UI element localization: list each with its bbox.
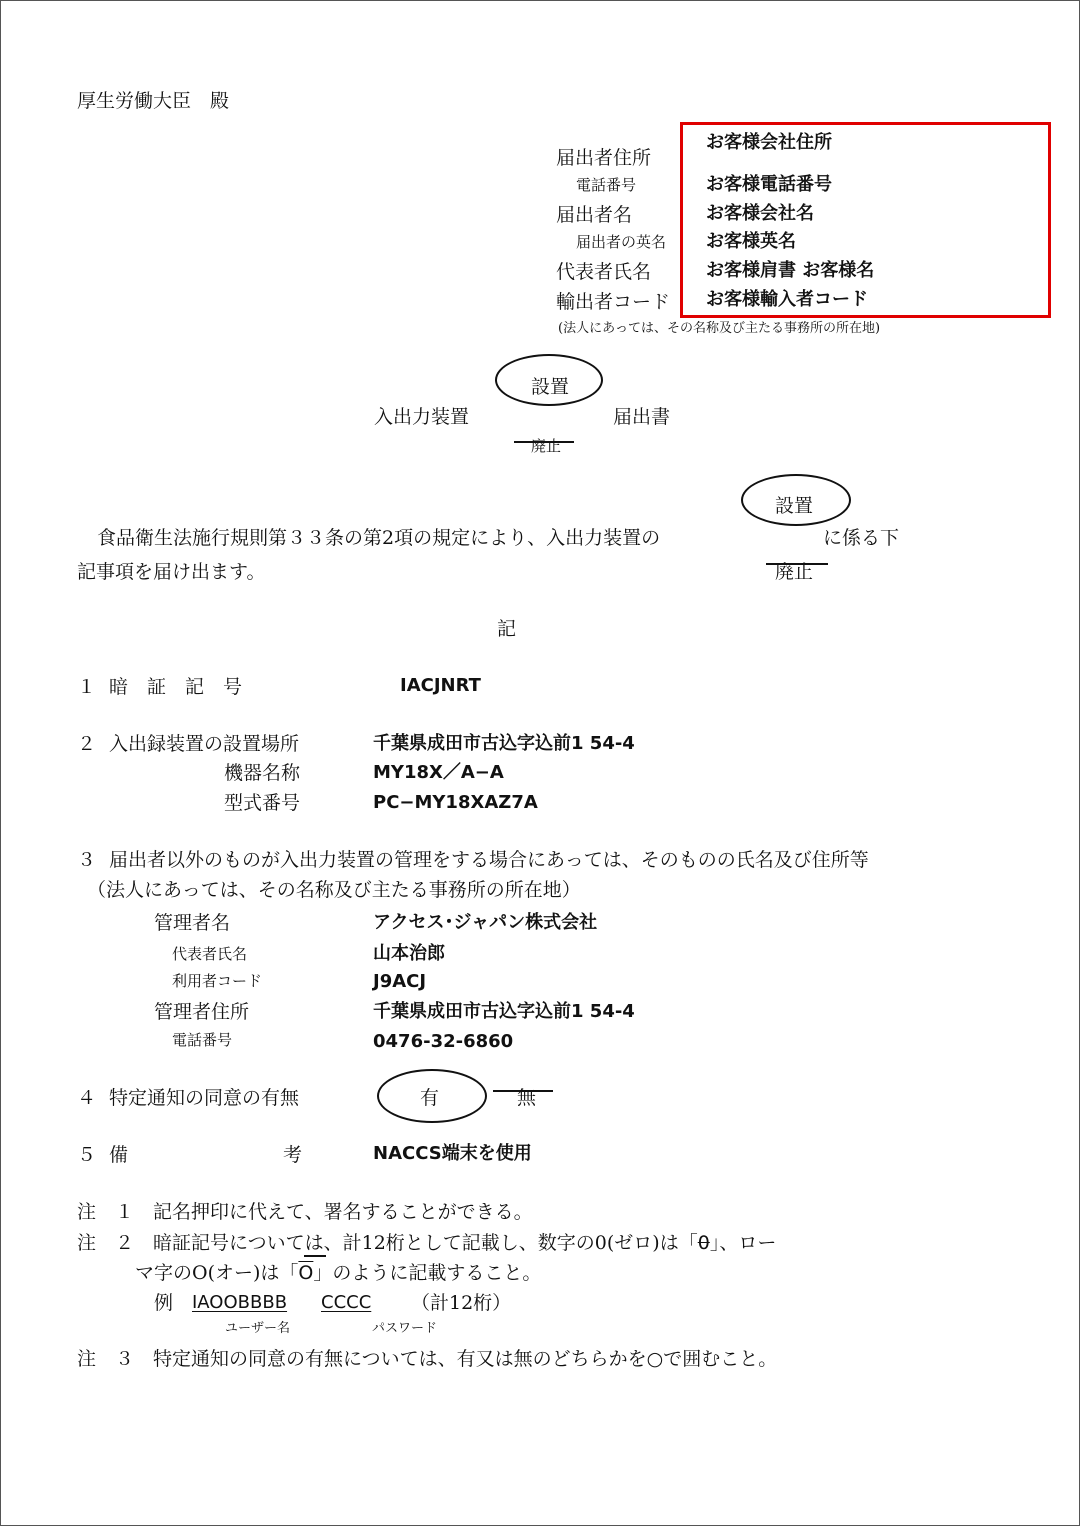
item3-rep-value: 山本治郎 xyxy=(373,943,445,964)
item3-line1: 届出者以外のものが入出力装置の管理をする場合にあっては、そのものの氏名及び住所等 xyxy=(109,849,869,871)
body-line1-suffix: に係る下 xyxy=(823,527,900,549)
item5-label-b: 考 xyxy=(283,1144,303,1166)
applicant-representative-value: お客様肩書 お客様名 xyxy=(706,260,875,281)
body-line2: 記事項を届け出ます。 xyxy=(77,561,266,583)
note-2-zero: 0 xyxy=(697,1232,710,1254)
note-2-letter-o: $\overline{O}$ xyxy=(298,1262,314,1284)
body-option-selected: 設置 xyxy=(775,495,814,517)
item1-label: 暗 証 記 号 xyxy=(109,676,243,698)
applicant-english-name-label: 届出者の英名 xyxy=(576,233,667,251)
applicant-representative-label: 代表者氏名 xyxy=(556,261,652,283)
item2-device-value: MY18X／A−A xyxy=(373,762,504,783)
example-count: （計12桁） xyxy=(411,1292,512,1314)
applicant-name-label: 届出者名 xyxy=(556,204,633,226)
body-option-struck: 廃止 xyxy=(775,561,814,583)
item3-user-code-label: 利用者コード xyxy=(172,972,263,990)
applicant-address-value: お客様会社住所 xyxy=(706,132,832,153)
note-2-line2 xyxy=(135,1264,541,1283)
item3-phone-label: 電話番号 xyxy=(172,1031,233,1049)
example-user-caption: ユーザー名 xyxy=(225,1321,291,1336)
item5-number: ５ xyxy=(77,1144,97,1166)
item2-device-label: 機器名称 xyxy=(224,762,301,784)
item1-value: IACJNRT xyxy=(400,675,481,696)
item3-number: ３ xyxy=(77,849,97,871)
example-pass-caption: パスワード xyxy=(372,1321,438,1336)
item4-label: 特定通知の同意の有無 xyxy=(109,1087,300,1109)
applicant-importer-code-value: お客様輸入者コード xyxy=(706,289,868,310)
item3-address-value: 千葉県成田市古込字込前1 54-4 xyxy=(373,1001,635,1022)
item3-manager-value: アクセス･ジャパン株式会社 xyxy=(373,912,598,933)
item3-phone-value: 0476-32-6860 xyxy=(373,1031,514,1052)
item4-no: 無 xyxy=(517,1087,537,1109)
note-2-underscore xyxy=(304,1255,326,1257)
item3-rep-label: 代表者氏名 xyxy=(172,945,248,963)
item4-no-strike xyxy=(493,1090,553,1092)
body-line1: 食品衛生法施行規則第３３条の第2項の規定により、入出力装置の xyxy=(97,527,661,549)
item4-number: ４ xyxy=(77,1087,97,1109)
example-user: IAOOBBBB xyxy=(192,1292,288,1313)
title-option-selected: 設置 xyxy=(531,376,570,398)
item2-value: 千葉県成田市古込字込前1 54-4 xyxy=(373,733,635,754)
title-option-struck: 廃止 xyxy=(531,437,562,455)
title-strike-line xyxy=(514,441,574,443)
applicant-exporter-code-label: 輸出者コード xyxy=(556,291,671,313)
item3-user-code-value: J9ACJ xyxy=(373,971,427,992)
item5-value: NACCS端末を使用 xyxy=(373,1143,532,1164)
note-1: 注 １ 記名押印に代えて、署名することができる。 xyxy=(77,1201,533,1223)
item3-line2: （法人にあっては、その名称及び主たる事務所の所在地） xyxy=(87,879,581,901)
item5-label-a: 備 xyxy=(109,1144,129,1166)
item2-number: ２ xyxy=(77,733,97,755)
applicant-note: (法人にあっては、その名称及び主たる事務所の所在地) xyxy=(558,321,881,336)
item2-model-value: PC−MY18XAZ7A xyxy=(373,792,538,813)
note-2-tail: 」、ロー xyxy=(709,1232,777,1254)
item4-yes: 有 xyxy=(420,1087,440,1109)
item2-model-label: 型式番号 xyxy=(224,792,301,814)
item2-label: 入出録装置の設置場所 xyxy=(109,733,300,755)
item3-address-label: 管理者住所 xyxy=(154,1001,250,1023)
item3-manager-label: 管理者名 xyxy=(154,912,231,934)
title-left: 入出力装置 xyxy=(374,406,470,428)
item1-number: １ xyxy=(77,676,97,698)
title-right: 届出書 xyxy=(613,406,671,428)
ki-heading: 記 xyxy=(497,618,517,640)
note-3: 注 ３ 特定通知の同意の有無については、有又は無のどちらかを○で囲むこと。 xyxy=(77,1348,778,1370)
addressee: 厚生労働大臣 殿 xyxy=(77,90,230,112)
applicant-name-value: お客様会社名 xyxy=(706,203,814,224)
applicant-english-name-value: お客様英名 xyxy=(706,231,796,252)
example-pass: CCCC xyxy=(321,1292,372,1313)
applicant-phone-value: お客様電話番号 xyxy=(706,174,832,195)
note-2-line1 xyxy=(77,1234,776,1253)
example-label: 例 xyxy=(154,1292,174,1314)
applicant-phone-label: 電話番号 xyxy=(576,176,637,194)
applicant-address-label: 届出者住所 xyxy=(556,147,652,169)
note-2-head: 注 ２ 暗証記号については、計12桁として記載し、数字の0(ゼロ)は「 xyxy=(77,1232,698,1254)
body-strike-line xyxy=(766,563,828,565)
note-2-line2-tail: 」のように記載すること。 xyxy=(313,1262,542,1284)
note-2-line2-head: マ字のO(オー)は「 xyxy=(135,1262,299,1284)
